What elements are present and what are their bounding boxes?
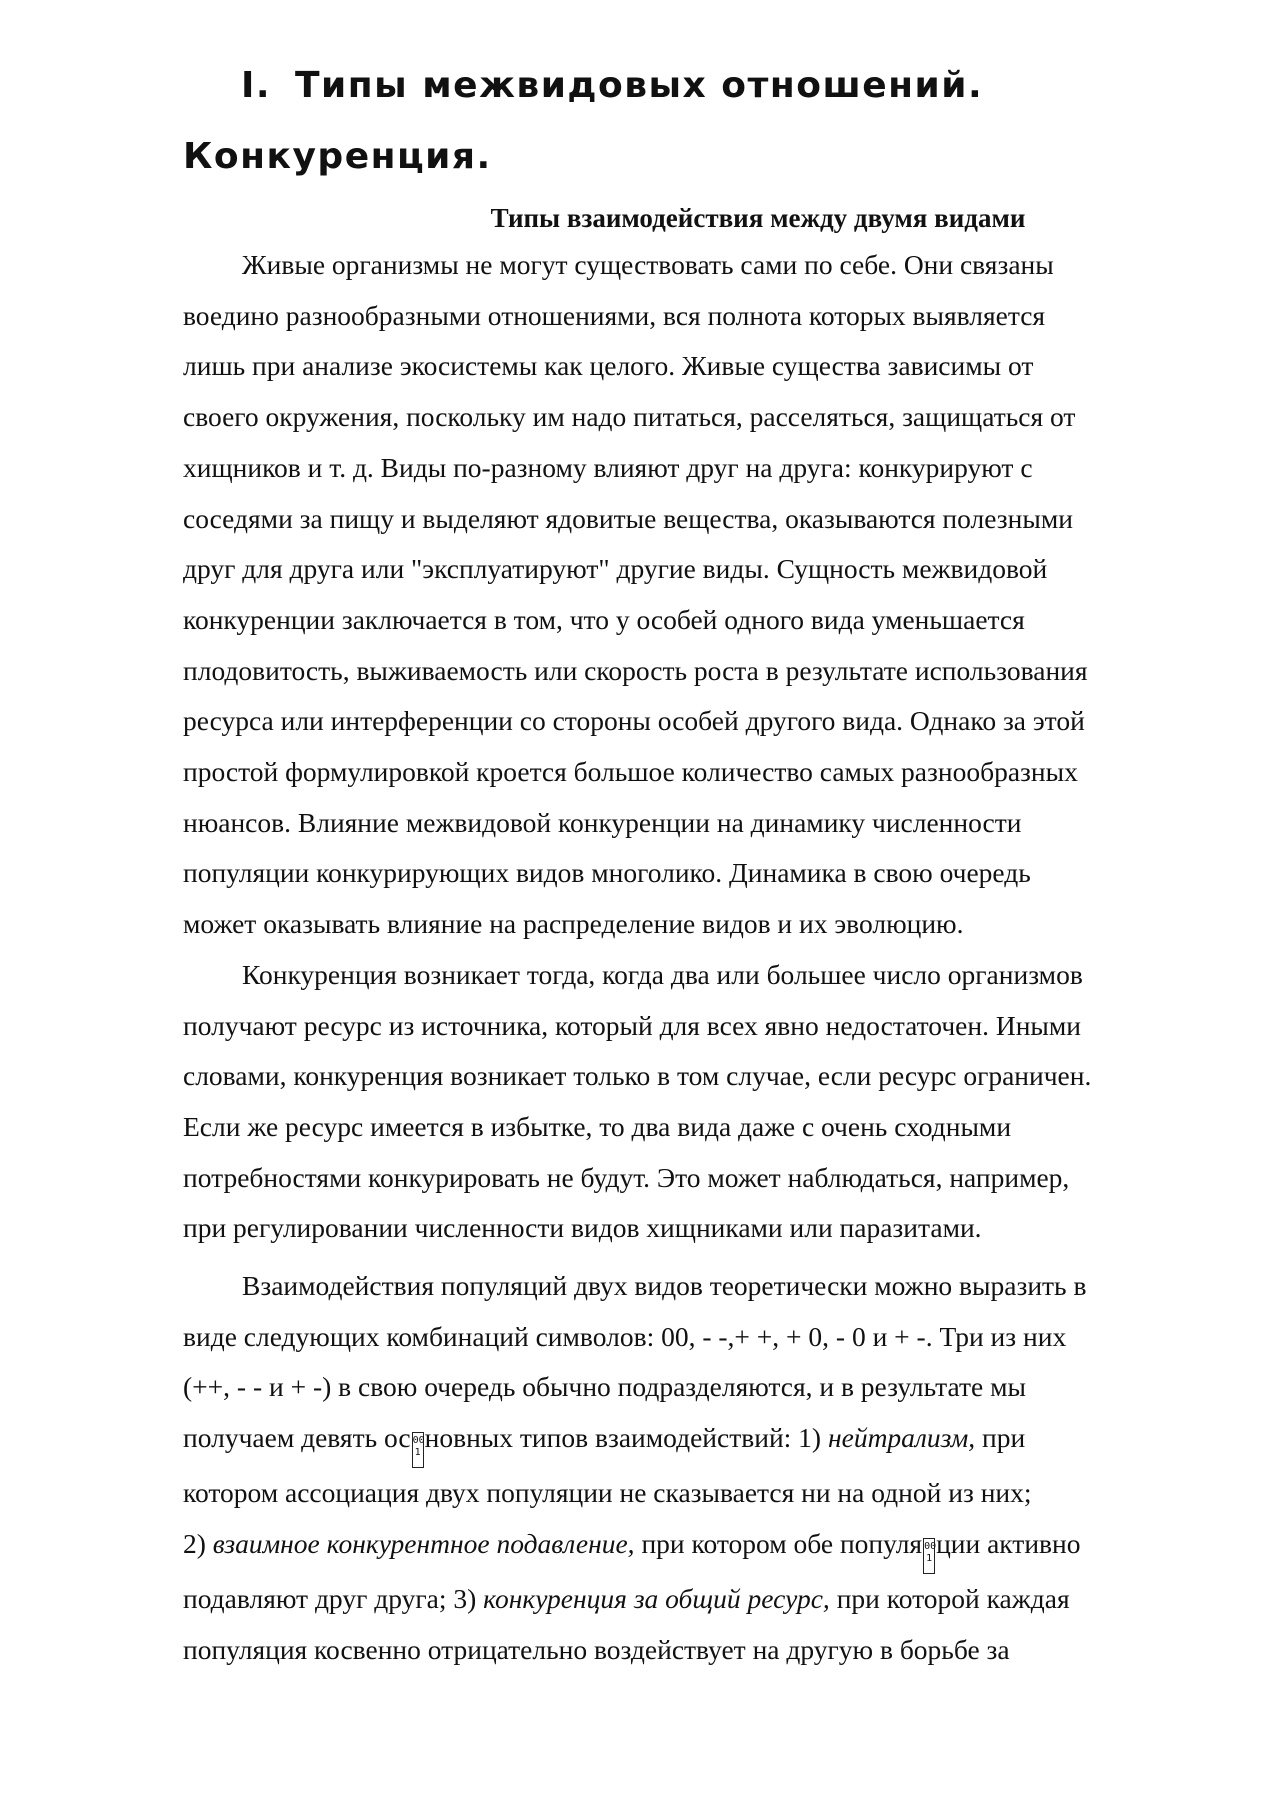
paragraph-line: популяция косвенно отрицательно воздействует на другую в борьбе за bbox=[183, 1633, 1010, 1665]
paragraph-line: нюансов. Влияние межвидовой конкуренции на динамику численности bbox=[183, 806, 1022, 838]
paragraph-line: простой формулировкой кроется большое количество самых разнообразных bbox=[183, 756, 1078, 788]
paragraph-line: может оказывать влияние на распределение видов и их эволюцию. bbox=[183, 908, 964, 940]
paragraph-line: лишь при анализе экосистемы как целого. Живые существа зависимы от bbox=[183, 350, 1034, 382]
paragraph-line: конкуренции заключается в том, что у особей одного вида уменьшается bbox=[183, 603, 1025, 635]
paragraph-line: получаем девять ос 00 1 новных типов взаимодействий: 1) нейтрализм, при bbox=[183, 1413, 1193, 1468]
paragraph-line: потребностями конкурировать не будут. Это может наблюдаться, например, bbox=[183, 1161, 1070, 1193]
section-subtitle: Типы взаимодействия между двумя видами bbox=[490, 203, 1026, 233]
paragraph-line: популяции конкурирующих видов многолико. Динамика в свою очередь bbox=[183, 857, 1031, 889]
paragraph-line: получают ресурс из источника, который для всех явно недостаточен. Иными bbox=[183, 1009, 1082, 1041]
paragraph-line: друг для друга или "эксплуатируют" другие виды. Сущность межвидовой bbox=[183, 553, 1048, 585]
paragraph-line: (++, - - и + -) в свою очередь обычно подразделяются, и в результате мы bbox=[183, 1371, 1026, 1403]
paragraph-line: Взаимодействия популяций двух видов теоретически можно выразить в bbox=[242, 1270, 1087, 1302]
page-title bbox=[183, 50, 1193, 192]
title-number: I. bbox=[241, 65, 272, 106]
missing-glyph-icon: 00 1 bbox=[923, 1538, 935, 1574]
title-line-2: Конкуренция. bbox=[183, 136, 492, 177]
paragraph-line: Если же ресурс имеется в избытке, то два вида даже с очень сходными bbox=[183, 1110, 1012, 1142]
term-mutual-suppression: взаимное конкурентное подавление, bbox=[212, 1527, 635, 1559]
paragraph-line: соседями за пищу и выделяют ядовитые вещества, оказываются полезными bbox=[183, 502, 1073, 534]
paragraph-line: Живые организмы не могут существовать сами по себе. Они связаны bbox=[242, 249, 1054, 280]
term-neutralism: нейтрализм, bbox=[827, 1422, 976, 1454]
paragraph-line: плодовитость, выживаемость или скорость роста в результате использования bbox=[183, 654, 1088, 686]
paragraph-line: воедино разнообразными отношениями, вся полнота которых выявляется bbox=[183, 299, 1046, 331]
paragraph-line: виде следующих комбинаций символов: 00, - -,+ +, + 0, - 0 и + -. Три из них bbox=[183, 1320, 1067, 1352]
paragraph-line: ресурса или интерференции со стороны особей другого вида. Однако за этой bbox=[183, 705, 1085, 737]
paragraph-line: своего окружения, поскольку им надо питаться, расселяться, защищаться от bbox=[183, 401, 1076, 433]
paragraph-line: словами, конкуренция возникает только в том случае, если ресурс ограничен. bbox=[183, 1060, 1092, 1092]
document-page bbox=[183, 50, 1193, 1675]
paragraph-3 bbox=[183, 1261, 1193, 1675]
paragraph-2 bbox=[183, 950, 1193, 1254]
paragraph-line: котором ассоциация двух популяции не сказывается ни на одной из них; bbox=[183, 1477, 1032, 1509]
missing-glyph-icon: 00 1 bbox=[412, 1432, 424, 1468]
paragraph-line: подавляют друг друга; 3) конкуренция за общий ресурс, при которой каждая bbox=[183, 1582, 1070, 1614]
paragraph-line: при регулировании численности видов хищниками или паразитами. bbox=[183, 1212, 982, 1244]
term-resource-competition: конкуренция за общий ресурс, bbox=[483, 1582, 830, 1614]
paragraph-1 bbox=[183, 240, 1193, 950]
paragraph-line: Конкуренция возникает тогда, когда два или большее число организмов bbox=[242, 958, 1083, 990]
paragraph-line: хищников и т. д. Виды по-разному влияют друг на друга: конкурируют с bbox=[183, 451, 1033, 483]
title-line-1: I. Типы межвидовых отношений. bbox=[183, 50, 1193, 121]
paragraph-line: 2) взаимное конкурентное подавление, при котором обе популя 00 1 ции активно bbox=[183, 1519, 1193, 1574]
